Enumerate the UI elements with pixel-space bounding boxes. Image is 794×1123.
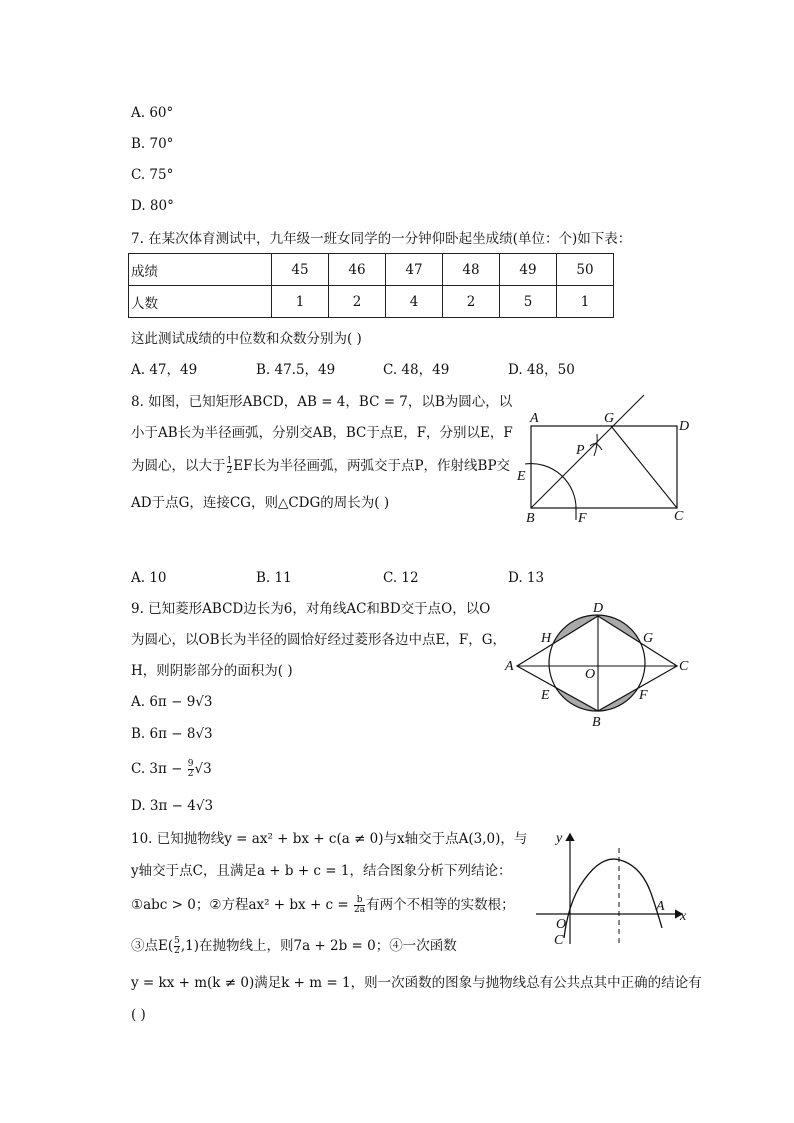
q6-option-d: D. 80° bbox=[131, 198, 174, 214]
q8-option-a: A. 10 bbox=[131, 570, 167, 586]
table-cell: 成绩 bbox=[129, 254, 272, 286]
fraction-denominator: 2 bbox=[226, 466, 233, 476]
label-c: C bbox=[679, 659, 689, 674]
ray-bp bbox=[531, 395, 644, 508]
q8-line-3 bbox=[131, 456, 510, 476]
segment-cg bbox=[611, 426, 677, 508]
label-y: y bbox=[556, 831, 563, 846]
table-cell: 48 bbox=[443, 254, 500, 286]
label-o: O bbox=[556, 917, 567, 932]
q8-rectangle-figure bbox=[510, 388, 710, 528]
fraction-numerator: 5 bbox=[174, 936, 180, 946]
table-cell: 人数 bbox=[129, 286, 272, 318]
q10-line-3-pre: ①abc > 0；②方程ax² + bx + c = bbox=[131, 897, 349, 913]
q6-option-a: A. 60° bbox=[131, 105, 174, 121]
q9-option-c bbox=[131, 759, 212, 779]
fraction-five-halves bbox=[174, 937, 180, 956]
table-cell: 5 bbox=[500, 286, 557, 318]
label-e: E bbox=[517, 469, 526, 484]
q10-line-2: y轴交于点C，且满足a + b + c = 1，结合图象分析下列结论： bbox=[131, 863, 512, 879]
table-cell: 50 bbox=[557, 254, 614, 286]
q9-option-b: B. 6π − 8√3 bbox=[131, 726, 213, 742]
q9-option-c-post: √3 bbox=[194, 761, 212, 777]
parabola-curve bbox=[564, 859, 662, 938]
q8-line-4: AD于点G，连接CG，则△CDG的周长为( ) bbox=[131, 495, 390, 511]
rectangle-abcd bbox=[531, 426, 677, 508]
q7-option-d: D. 48，50 bbox=[508, 362, 575, 378]
q7-stem: 7. 在某次体育测试中，九年级一班女同学的一分钟仰卧起坐成绩(单位：个)如下表： bbox=[131, 231, 632, 247]
q9-line-3: H，则阴影部分的面积为( ) bbox=[131, 663, 293, 679]
q10-line-6: ( ) bbox=[131, 1007, 146, 1023]
label-x: x bbox=[680, 909, 687, 924]
label-a: A bbox=[530, 411, 539, 426]
label-a: A bbox=[505, 659, 514, 674]
q9-option-d: D. 3π − 4√3 bbox=[131, 798, 214, 814]
table-cell: 45 bbox=[272, 254, 329, 286]
label-p: P bbox=[576, 443, 585, 458]
label-f: F bbox=[578, 511, 587, 526]
table-cell: 1 bbox=[272, 286, 329, 318]
q9-line-2: 为圆心，以OB长为半径的圆恰好经过菱形各边中点E，F，G， bbox=[131, 632, 506, 648]
label-o: O bbox=[585, 667, 596, 682]
q10-line-5: y = kx + m(k ≠ 0)满足k + m = 1，则一次函数的图象与抛物线总有公共点其中正确的结论有 bbox=[131, 975, 702, 991]
label-c: C bbox=[554, 933, 564, 948]
q10-parabola-figure bbox=[530, 826, 696, 950]
table-cell: 47 bbox=[386, 254, 443, 286]
fraction-denominator: 2a bbox=[354, 905, 366, 915]
q6-option-c: C. 75° bbox=[131, 167, 174, 183]
q9-option-c-pre: C. 3π − bbox=[131, 761, 183, 777]
q7-option-c: C. 48，49 bbox=[383, 362, 450, 378]
fraction-numerator: 9 bbox=[187, 759, 194, 769]
fraction-b-over-2a bbox=[354, 896, 365, 915]
fraction-nine-halves bbox=[188, 760, 194, 779]
fraction-denominator: 2 bbox=[187, 769, 194, 779]
q10-line-4-post: ,1)在抛物线上，则7a + 2b = 0；④一次函数 bbox=[180, 938, 457, 954]
q7-option-a: A. 47，49 bbox=[131, 362, 198, 378]
q9-rhombus-figure bbox=[500, 598, 700, 734]
table-cell: 4 bbox=[386, 286, 443, 318]
q10-line-3 bbox=[131, 895, 515, 915]
q7-option-b: B. 47.5，49 bbox=[256, 362, 336, 378]
fraction-numerator: b bbox=[354, 896, 365, 906]
q10-line-3-post: 有两个不相等的实数根； bbox=[366, 897, 515, 913]
circle-o bbox=[549, 615, 645, 711]
q8-option-c: C. 12 bbox=[383, 570, 419, 586]
q9-option-a: A. 6π − 9√3 bbox=[131, 694, 213, 710]
table-cell: 2 bbox=[443, 286, 500, 318]
label-g: G bbox=[643, 631, 654, 646]
q8-option-d: D. 13 bbox=[508, 570, 545, 586]
label-h: H bbox=[541, 631, 552, 646]
q8-line-3-pre: 为圆心，以大于 bbox=[131, 458, 226, 474]
q10-line-4 bbox=[131, 936, 457, 956]
label-a: A bbox=[656, 899, 665, 914]
fraction-numerator: 1 bbox=[226, 456, 233, 466]
table-row bbox=[129, 286, 614, 318]
label-f: F bbox=[639, 688, 648, 703]
label-g: G bbox=[604, 411, 615, 426]
label-b: B bbox=[526, 511, 535, 526]
label-e: E bbox=[541, 688, 550, 703]
table-cell: 46 bbox=[329, 254, 386, 286]
q10-line-4-pre: ③点E( bbox=[131, 938, 174, 954]
label-c: C bbox=[674, 509, 684, 524]
table-cell: 1 bbox=[557, 286, 614, 318]
label-d: D bbox=[679, 419, 690, 434]
q6-option-b: B. 70° bbox=[131, 136, 174, 152]
q10-line-1: 10. 已知抛物线y = ax² + bx + c(a ≠ 0)与x轴交于点A(3,0)，与 bbox=[131, 831, 528, 847]
fraction-half bbox=[227, 457, 233, 476]
q8-line-3-post: EF长为半径画弧，两弧交于点P，作射线BP交 bbox=[233, 458, 511, 474]
q8-line-2: 小于AB长为半径画弧，分别交AB，BC于点E，F，分别以E，F bbox=[131, 425, 513, 441]
q8-option-b: B. 11 bbox=[256, 570, 292, 586]
table-row bbox=[129, 254, 614, 286]
table-cell: 2 bbox=[329, 286, 386, 318]
q7-question: 这此测试成绩的中位数和众数分别为( ) bbox=[131, 331, 362, 347]
label-d: D bbox=[593, 601, 604, 616]
q7-score-table bbox=[128, 253, 614, 318]
table-cell: 49 bbox=[500, 254, 557, 286]
q8-line-1: 8. 如图，已知矩形ABCD，AB = 4，BC = 7，以B为圆心，以 bbox=[131, 394, 513, 410]
label-b: B bbox=[592, 715, 601, 730]
fraction-denominator: 2 bbox=[174, 946, 180, 956]
q9-line-1: 9. 已知菱形ABCD边长为6，对角线AC和BD交于点O，以O bbox=[131, 601, 491, 617]
